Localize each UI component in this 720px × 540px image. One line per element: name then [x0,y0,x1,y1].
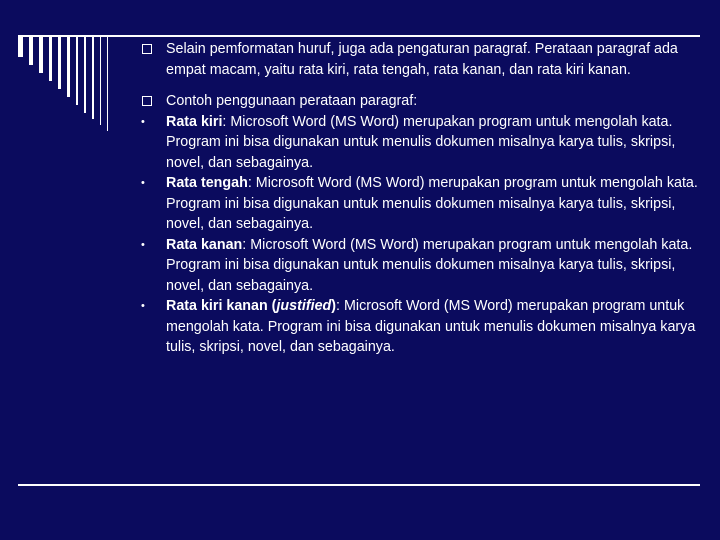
paragraph-1: Selain pemformatan huruf, juga ada pengaturan paragraf. Perataan paragraf ada empat macam, yaitu rata kiri, rata tengah, rata kanan, dan rata kiri kanan. [142,39,702,80]
example-rata-tengah: • Rata tengah: Microsoft Word (MS Word) merupakan program untuk mengolah kata. Program ini bisa digunakan untuk menulis dokumen misalnya karya tulis, skripsi, novel, dan sebagainya. [142,173,702,235]
example-rata-kiri-kanan: • Rata kiri kanan (justified): Microsoft Word (MS Word) merupakan program untuk mengolah kata. Program ini bisa digunakan untuk menulis dokumen misalnya karya tulis, skripsi, novel, dan sebagainya. [142,296,702,358]
decorative-bars [18,35,138,135]
slide-content [142,39,702,358]
bottom-divider [18,484,700,486]
intro-item: Contoh penggunaan perataan paragraf: [142,91,702,112]
example-rata-kanan: • Rata kanan: Microsoft Word (MS Word) merupakan program untuk mengolah kata. Program ini bisa digunakan untuk menulis dokumen misalnya karya tulis, skripsi, novel, dan sebagainya. [142,235,702,297]
example-rata-kiri: • Rata kiri: Microsoft Word (MS Word) merupakan program untuk mengolah kata. Program ini bisa digunakan untuk menulis dokumen misalnya karya tulis, skripsi, novel, dan sebagainya. [142,112,702,174]
